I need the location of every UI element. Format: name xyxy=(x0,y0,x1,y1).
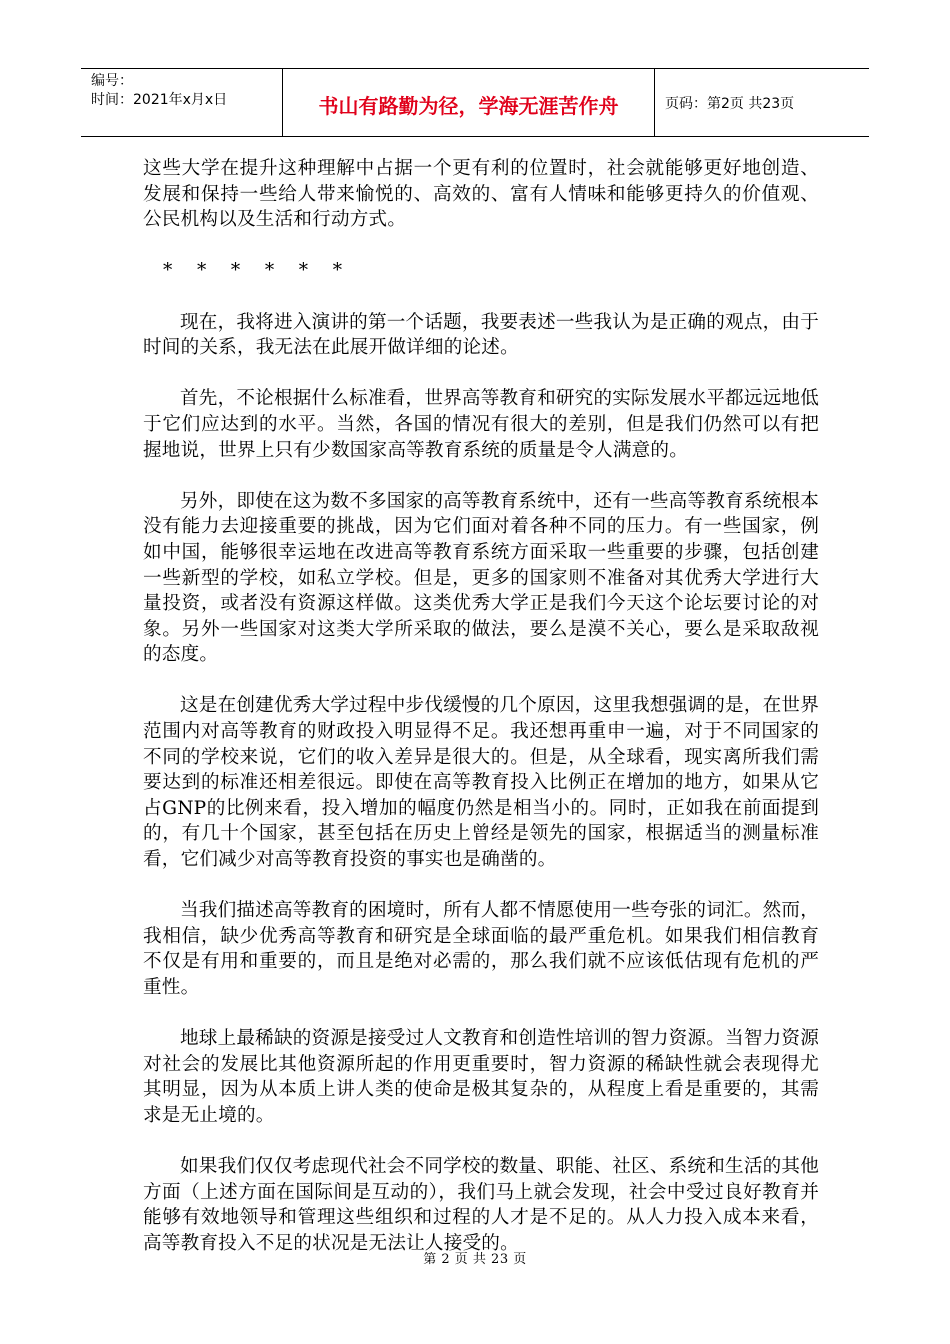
header-meta-cell xyxy=(81,69,283,136)
document-body xyxy=(143,156,819,1257)
page-footer: 第 2 页 共 23 页 xyxy=(423,1252,527,1267)
paragraph: 这是在创建优秀大学过程中步伐缓慢的几个原因，这里我想强调的是，在世界范围内对高等教育的财政投入明显得不足。我还想再重申一遍，对于不同国家的不同的学校来说，它们的收入差异是很大的。但是，从全球看，现实离所我们需要达到的标准还相差很远。即使在高等教育投入比例正在增加的地方，如果从它占GNP的比例来看，投入增加的幅度仍然是相当小的。同时，正如我在前面提到的，有几十个国家，甚至包括在历史上曾经是领先的国家，根据适当的测量标准看，它们减少对高等教育投资的事实也是确凿的。 xyxy=(143,695,819,871)
page-info: 页码：第2页 共23页 xyxy=(665,95,795,112)
paragraph: 另外，即使在这为数不多国家的高等教育系统中，还有一些高等教育系统根本没有能力去迎接重要的挑战，因为它们面对着各种不同的压力。有一些国家，例如中国，能够很幸运地在改进高等教育系统方面采取一些重要的步骤，包括创建一些新型的学校，如私立学校。但是，更多的国家则不准备对其优秀大学进行大量投资，或者没有资源这样做。这类优秀大学正是我们今天这个论坛要讨论的对象。另外一些国家对这类大学所采取的做法，要么是漠不关心，要么是采取敌视的态度。 xyxy=(143,490,819,666)
paragraph-continued: 这些大学在提升这种理解中占据一个更有利的位置时，社会就能够更好地创造、发展和保持一些给人带来愉悦的、高效的、富有人情味和能够更持久的价值观、公民机构以及生活和行动方式。 xyxy=(143,158,819,231)
paragraph: 地球上最稀缺的资源是接受过人文教育和创造性培训的智力资源。当智力资源对社会的发展比其他资源所起的作用更重要时，智力资源的稀缺性就会表现得尤其明显，因为从本质上讲人类的使命是极其复杂的，从程度上看是重要的，其需求是无止境的。 xyxy=(143,1028,819,1126)
paragraph: 如果我们仅仅考虑现代社会不同学校的数量、职能、社区、系统和生活的其他方面（上述方面在国际间是互动的），我们马上就会发现，社会中受过良好教育并能够有效地领导和管理这些组织和过程的人才是不足的。从人力投入成本来看，高等教育投入不足的状况是无法让人接受的。 xyxy=(143,1156,819,1254)
paragraph: 现在，我将进入演讲的第一个话题，我要表述一些我认为是正确的观点，由于时间的关系，我无法在此展开做详细的论述。 xyxy=(143,311,819,359)
number-label: 编号： xyxy=(91,73,133,89)
paragraph: 当我们描述高等教育的困境时，所有人都不情愿使用一些夸张的词汇。然而，我相信，缺少优秀高等教育和研究是全球面临的最严重危机。如果我们相信教育不仅是有用和重要的，而且是绝对必需的，那么我们就不应该低估现有危机的严重性。 xyxy=(143,900,819,998)
header-page-cell xyxy=(655,69,869,136)
motto-text: 书山有路勤为径，学海无涯苦作舟 xyxy=(318,94,619,118)
header-motto-cell xyxy=(283,69,655,136)
paragraph: 首先，不论根据什么标准看，世界高等教育和研究的实际发展水平都远远地低于它们应达到的水平。当然，各国的情况有很大的差别，但是我们仍然可以有把握地说，世界上只有少数国家高等教育系统的质量是令人满意的。 xyxy=(143,388,819,461)
section-separator: * * * * * * xyxy=(163,260,343,282)
page-header xyxy=(81,68,869,137)
date-line: 时间：2021年x月x日 xyxy=(91,92,228,108)
